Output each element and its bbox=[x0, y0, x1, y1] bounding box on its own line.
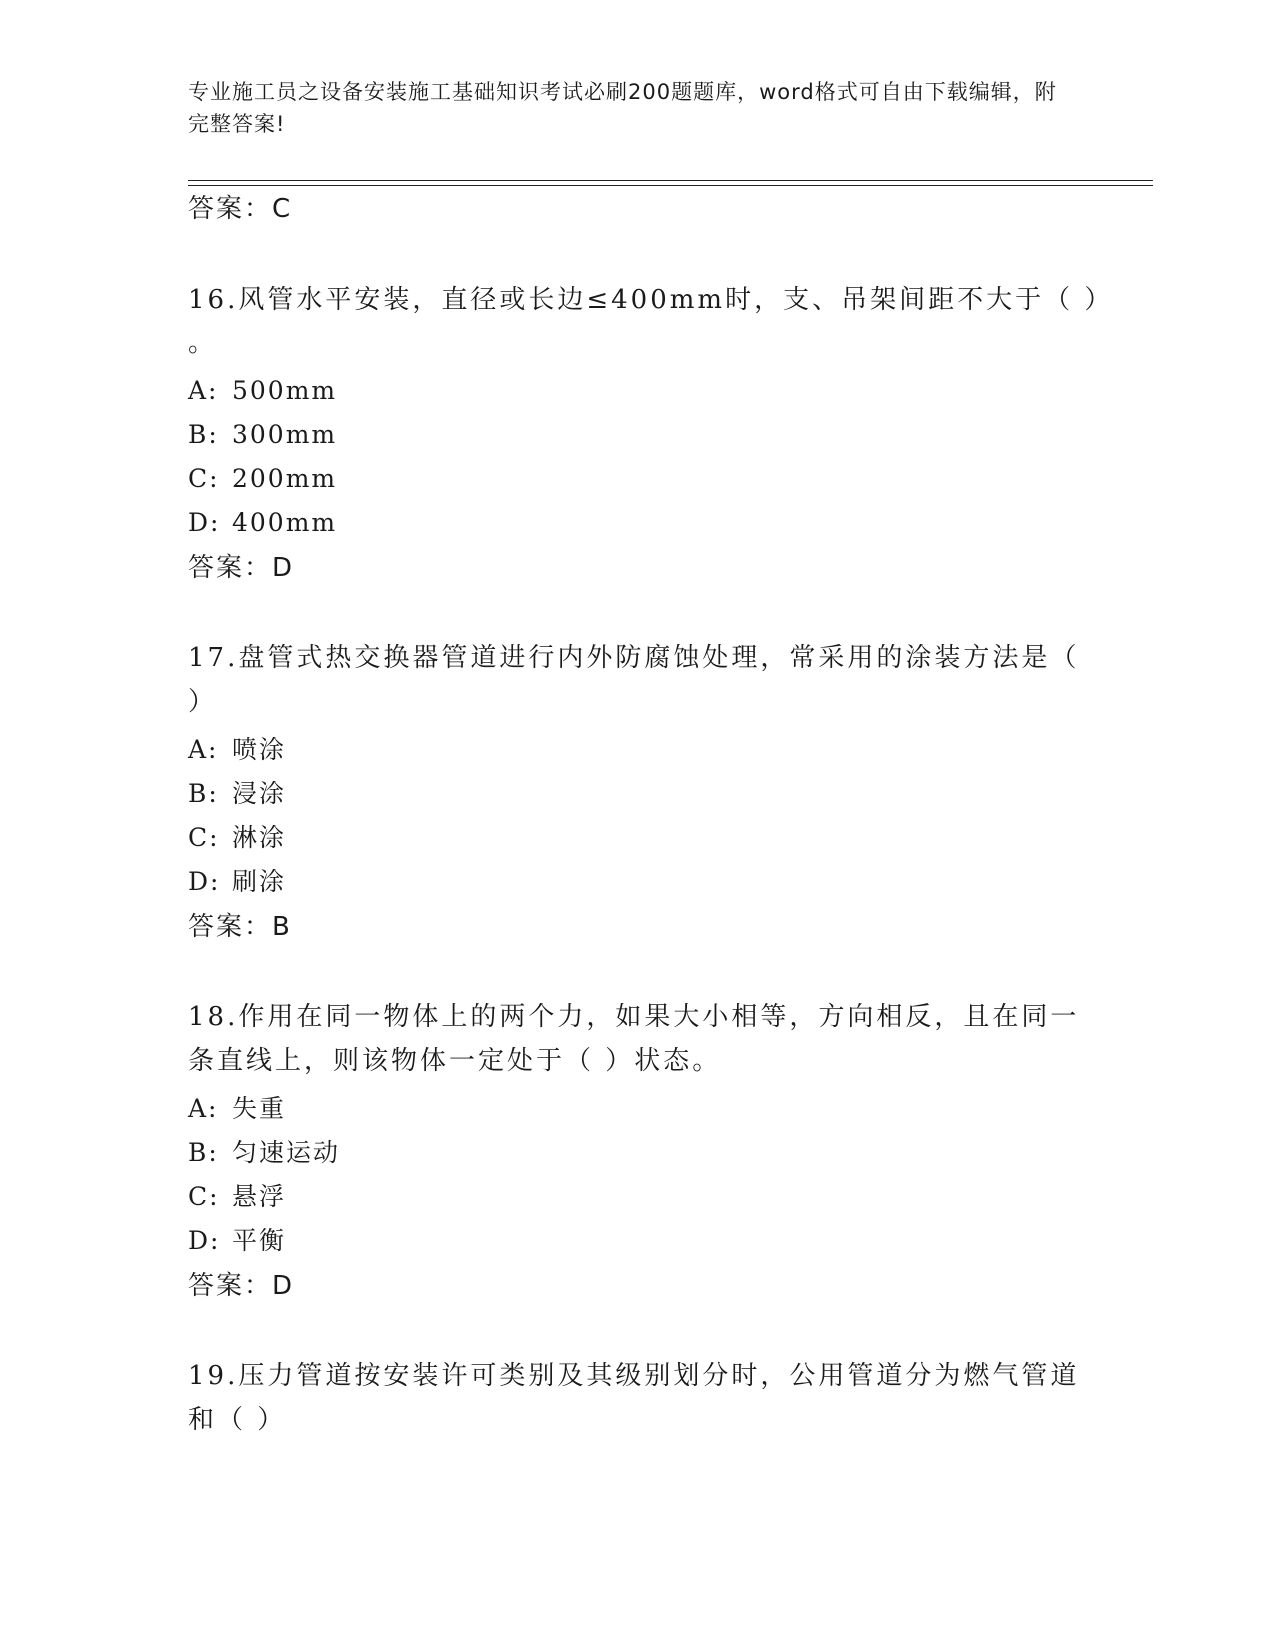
option-label: B: bbox=[188, 779, 219, 808]
question-17-line-1: 17.盘管式热交换器管道进行内外防腐蚀处理，常采用的涂装方法是（ bbox=[188, 643, 1080, 673]
question-17-option-b bbox=[188, 777, 286, 811]
option-text: 失重 bbox=[232, 1094, 287, 1123]
question-18-line-1: 18.作用在同一物体上的两个力，如果大小相等，方向相反，且在同一 bbox=[188, 1002, 1080, 1032]
option-label: A: bbox=[188, 1094, 219, 1123]
question-18-line-2: 条直线上，则该物体一定处于（ ）状态。 bbox=[188, 1046, 722, 1076]
question-17-option-c bbox=[188, 821, 286, 855]
question-16-option-a bbox=[188, 374, 337, 408]
answer-17: 答案：B bbox=[188, 912, 292, 942]
answer-15: 答案：C bbox=[188, 194, 293, 224]
option-label: A: bbox=[188, 735, 219, 764]
question-19-line-1: 19.压力管道按安装许可类别及其级别划分时，公用管道分为燃气管道 bbox=[188, 1361, 1080, 1391]
option-text: 刷涂 bbox=[232, 867, 287, 896]
option-label: A: bbox=[188, 376, 219, 405]
option-text: 平衡 bbox=[232, 1226, 287, 1255]
question-18-option-d bbox=[188, 1224, 286, 1258]
option-label: C: bbox=[188, 1182, 220, 1211]
question-19-line-2: 和（ ） bbox=[188, 1405, 287, 1435]
question-18-option-c bbox=[188, 1180, 286, 1214]
question-16-line-1: 16.风管水平安装，直径或长边≤400mm时，支、吊架间距不大于（ ） bbox=[188, 285, 1114, 315]
option-label: B: bbox=[188, 1138, 219, 1167]
option-label: D: bbox=[188, 1226, 221, 1255]
question-17-option-a bbox=[188, 733, 286, 767]
option-text: 淋涂 bbox=[232, 823, 287, 852]
header-divider-top bbox=[188, 180, 1153, 181]
question-17-option-d bbox=[188, 865, 286, 899]
option-text: 400mm bbox=[232, 508, 338, 537]
option-label: C: bbox=[188, 464, 220, 493]
question-16-option-b bbox=[188, 418, 337, 452]
option-label: D: bbox=[188, 867, 221, 896]
question-17-line-2: ） bbox=[188, 687, 218, 717]
option-text: 悬浮 bbox=[232, 1182, 287, 1211]
option-text: 200mm bbox=[232, 464, 338, 493]
option-text: 浸涂 bbox=[232, 779, 287, 808]
question-16-option-c bbox=[188, 462, 337, 496]
option-text: 匀速运动 bbox=[232, 1138, 341, 1167]
option-text: 300mm bbox=[232, 420, 338, 449]
question-18-option-b bbox=[188, 1136, 340, 1170]
header-divider-bottom bbox=[188, 185, 1153, 186]
question-16-option-d bbox=[188, 506, 337, 540]
question-16-line-2: 。 bbox=[188, 328, 218, 358]
option-label: D: bbox=[188, 508, 221, 537]
document-header: 专业施工员之设备安装施工基础知识考试必刷200题题库，word格式可自由下载编辑，附完整答案! bbox=[188, 80, 1057, 136]
answer-16: 答案：D bbox=[188, 553, 295, 583]
option-text: 喷涂 bbox=[232, 735, 287, 764]
question-18-option-a bbox=[188, 1092, 286, 1126]
option-label: B: bbox=[188, 420, 219, 449]
option-text: 500mm bbox=[232, 376, 338, 405]
option-label: C: bbox=[188, 823, 220, 852]
answer-18: 答案：D bbox=[188, 1271, 295, 1301]
